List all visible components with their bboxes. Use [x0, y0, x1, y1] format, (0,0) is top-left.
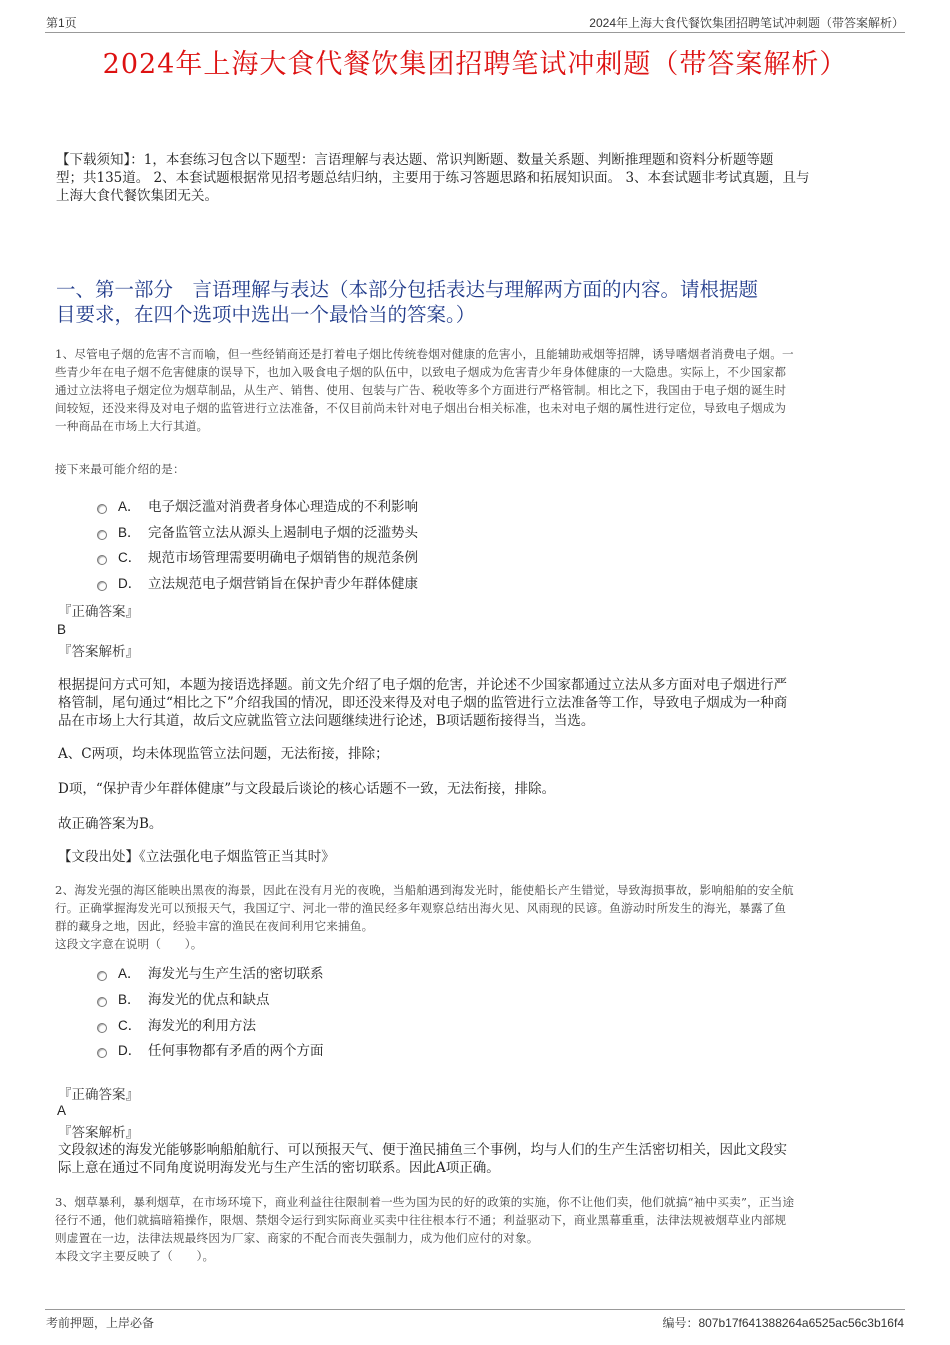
- option-letter: D．: [118, 576, 142, 591]
- stem-line: 通过立法将电子烟定位为烟草制品，从生产、销售、使用、包装与广告、税收等多个方面进行严格管制。相比之下，我国由于电子烟的诞生时: [55, 383, 787, 397]
- stem-line: 些青少年在电子烟不危害健康的误导下，也加入吸食电子烟的队伍中，以致电子烟成为危害青少年身体健康的一大隐患。实际上，不少国家都: [55, 365, 787, 379]
- option-text: 立法规范电子烟营销旨在保护青少年群体健康: [148, 576, 418, 592]
- option-b[interactable]: [97, 990, 270, 1010]
- option-b[interactable]: [97, 523, 418, 543]
- notice-line: 型；共135道。 2、本套试题根据常见招考题总结归纳，主要用于练习答题思路和拓展知识面。 3、本套试题非考试真题，且与: [56, 170, 810, 186]
- analysis-line: 际上意在通过不同角度说明海发光与生产生活的密切联系。因此A项正确。: [58, 1160, 500, 1176]
- exclusion-ac: A、C两项，均未体现监管立法问题，无法衔接，排除；: [58, 746, 389, 762]
- option-text: 规范市场管理需要明确电子烟销售的规范条例: [148, 550, 418, 566]
- stem-line: 2、海发光强的海区能映出黑夜的海景，因此在没有月光的夜晚，当船舶遇到海发光时，能使船长产生错觉，导致海损事故，影响船舶的安全航: [55, 883, 794, 897]
- stem-line: 一种商品在市场上大行其道。: [55, 419, 209, 433]
- analysis-line: 品在市场上大行其道，故后文应就监管立法问题继续进行论述，B项话题衔接得当，当选。: [58, 713, 595, 729]
- radio-icon[interactable]: [97, 581, 107, 591]
- correct-answer: A: [57, 1103, 67, 1118]
- radio-icon[interactable]: [97, 1023, 107, 1033]
- option-text: 海发光的优点和缺点: [148, 992, 270, 1008]
- footer-slogan: 考前押题，上岸必备: [46, 1316, 155, 1330]
- question-1-analysis: [58, 676, 898, 730]
- analysis-line: 格管制，尾句通过“相比之下”介绍我国的情况，即还没来得及对电子烟的监管进行立法准备等工作，导致电子烟成为一种商: [58, 695, 788, 711]
- option-d[interactable]: [97, 574, 418, 594]
- analysis-line: 文段叙述的海发光能够影响船舶航行、可以预报天气、便于渔民捕鱼三个事例，均与人们的生产生活密切相关，因此文段实: [58, 1142, 787, 1158]
- stem-line: 3、烟草暴利，暴利烟草，在市场环境下，商业利益往往限制着一些为国为民的好的政策的实施，你不让他们卖，他们就搞“袖中买卖”，正当途: [55, 1195, 795, 1209]
- correct-answer-label: 『正确答案』: [58, 604, 139, 620]
- section-heading-line: 目要求，在四个选项中选出一个最恰当的答案。）: [56, 303, 476, 326]
- option-letter: C．: [118, 550, 142, 565]
- correct-answer-label: 『正确答案』: [58, 1087, 139, 1103]
- source-citation: 【文段出处】《立法强化电子烟监管正当其时》: [58, 849, 335, 865]
- correct-answer: B: [57, 622, 67, 637]
- footer-divider: [45, 1309, 905, 1310]
- option-letter: D．: [118, 1043, 142, 1058]
- conclusion: 故正确答案为B。: [58, 816, 163, 832]
- radio-icon[interactable]: [97, 997, 107, 1007]
- option-text: 电子烟泛滥对消费者身体心理造成的不利影响: [148, 499, 418, 515]
- option-letter: C．: [118, 1018, 142, 1033]
- stem-line: 径行不通，他们就搞暗箱操作，限烟、禁烟令运行到实际商业买卖中往往根本行不通；利益驱动下，商业黑幕重重，法律法规被烟草业内部规: [55, 1213, 787, 1227]
- option-c[interactable]: [97, 1016, 256, 1036]
- option-text: 完备监管立法从源头上遏制电子烟的泛滥势头: [148, 525, 418, 541]
- analysis-label: 『答案解析』: [58, 644, 139, 660]
- running-header-title: 2024年上海大食代餐饮集团招聘笔试冲刺题（带答案解析）: [589, 16, 904, 30]
- page-title: 2024年上海大食代餐饮集团招聘笔试冲刺题（带答案解析）: [102, 49, 848, 80]
- stem-line: 1、尽管电子烟的危害不言而喻，但一些经销商还是打着电子烟比传统卷烟对健康的危害小，且能辅助戒烟等招牌，诱导嗜烟者消费电子烟。一: [55, 347, 794, 361]
- section-heading-line: 一、第一部分 言语理解与表达（本部分包括表达与理解两方面的内容。请根据题: [56, 278, 759, 301]
- option-text: 任何事物都有矛盾的两个方面: [148, 1043, 324, 1059]
- option-text: 海发光的利用方法: [148, 1018, 256, 1034]
- document-code: [662, 1314, 904, 1331]
- option-letter: A．: [118, 499, 141, 514]
- question-2-stem: [55, 881, 900, 953]
- radio-icon[interactable]: [97, 530, 107, 540]
- option-a[interactable]: [97, 497, 418, 517]
- option-letter: B．: [118, 992, 141, 1007]
- document-code-value: 807b17f641388264a6525ac56c3b16f4: [698, 1316, 904, 1330]
- radio-icon[interactable]: [97, 504, 107, 514]
- option-c[interactable]: [97, 548, 418, 568]
- radio-icon[interactable]: [97, 1048, 107, 1058]
- stem-line: 间较短，还没来得及对电子烟的监管进行立法准备，不仅目前尚未针对电子烟出台相关标准，也未对电子烟的属性进行定位，导致电子烟成为: [55, 401, 787, 415]
- question-3-stem: [55, 1193, 900, 1265]
- header-divider: [45, 32, 905, 33]
- section-heading: [56, 277, 901, 327]
- radio-icon[interactable]: [97, 555, 107, 565]
- analysis-line: 根据提问方式可知，本题为接语选择题。前文先介绍了电子烟的危害，并论述不少国家都通过立法从多方面对电子烟进行严: [58, 677, 787, 693]
- exclusion-d: D项，“保护青少年群体健康”与文段最后谈论的核心话题不一致，无法衔接，排除。: [58, 781, 556, 797]
- option-letter: A．: [118, 966, 141, 981]
- document-code-label: 编号：: [662, 1316, 699, 1330]
- stem-line: 则虚置在一边，法律法规最终因为厂家、商家的不配合而丧失强制力，成为他们应付的对象。: [55, 1231, 539, 1245]
- option-a[interactable]: [97, 964, 324, 984]
- analysis-label: 『答案解析』: [58, 1125, 139, 1141]
- question-1-prompt: 接下来最可能介绍的是：: [55, 462, 185, 476]
- option-text: 海发光与生产生活的密切联系: [148, 966, 324, 982]
- stem-line: 群的藏身之地，因此，经验丰富的渔民在夜间利用它来捕鱼。: [55, 919, 374, 933]
- notice-line: 上海大食代餐饮集团无关。: [56, 188, 218, 204]
- option-letter: B．: [118, 525, 141, 540]
- stem-line: 这段文字意在说明（ ）。: [55, 937, 203, 951]
- stem-line: 本段文字主要反映了（ ）。: [55, 1249, 215, 1263]
- question-1-stem: [55, 345, 900, 435]
- question-2-analysis: [58, 1141, 898, 1177]
- stem-line: 行。正确掌握海发光可以预报天气，我国辽宁、河北一带的渔民经多年观察总结出海火见、风雨现的民谚。鱼游动时所发生的海光，暴露了鱼: [55, 901, 787, 915]
- notice-line: 【下载须知】：1，本套练习包含以下题型：言语理解与表达题、常识判断题、数量关系题、判断推理题和资料分析题等题: [56, 152, 774, 168]
- download-notice: [56, 151, 906, 205]
- option-d[interactable]: [97, 1041, 324, 1061]
- radio-icon[interactable]: [97, 971, 107, 981]
- page-number: 第1页: [46, 16, 77, 30]
